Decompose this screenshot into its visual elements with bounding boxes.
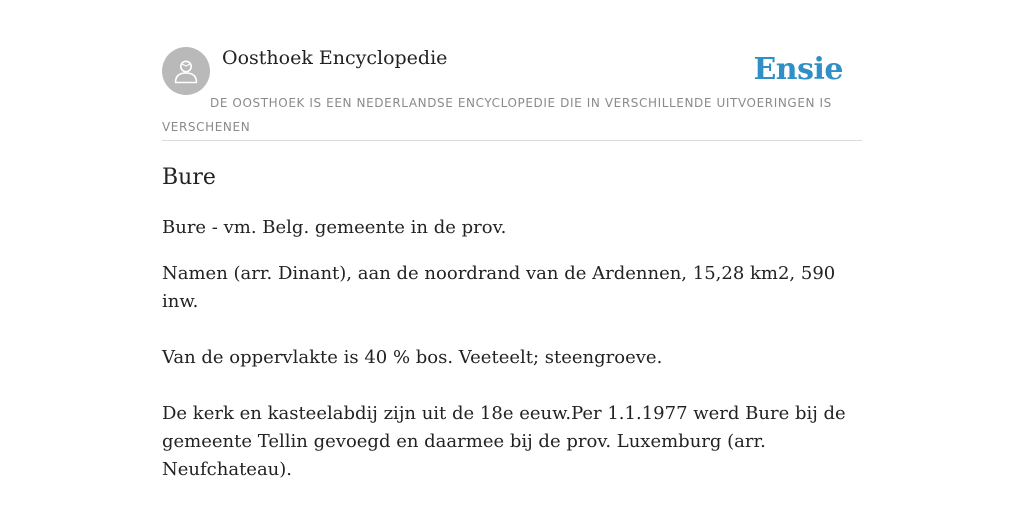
article-paragraph: Van de oppervlakte is 40 % bos. Veeteelt; steengroeve. [162,347,663,368]
brand-logo[interactable]: Ensie [753,52,843,87]
source-title[interactable]: Oosthoek Encyclopedie [222,47,448,69]
article [162,162,862,512]
source-header [162,47,862,141]
source-description: DE OOSTHOEK IS EEN NEDERLANDSE ENCYCLOPEDIE DIE IN VERSCHILLENDE UITVOERINGEN IS VERSCHENEN [162,96,832,134]
article-headword: Bure [162,165,216,190]
user-icon [172,57,200,85]
article-paragraph: De kerk en kasteelabdij zijn uit de 18e eeuw.Per 1.1.1977 werd Bure bij de gemeente Tellin gevoegd en daarmee bij de prov. Luxemburg (arr. Neufchateau). [162,403,846,480]
article-paragraph: Namen (arr. Dinant), aan de noordrand van de Ardennen, 15,28 km2, 590 inw. [162,263,836,312]
avatar[interactable] [162,47,210,95]
article-intro: Bure - vm. Belg. gemeente in de prov. [162,217,507,238]
